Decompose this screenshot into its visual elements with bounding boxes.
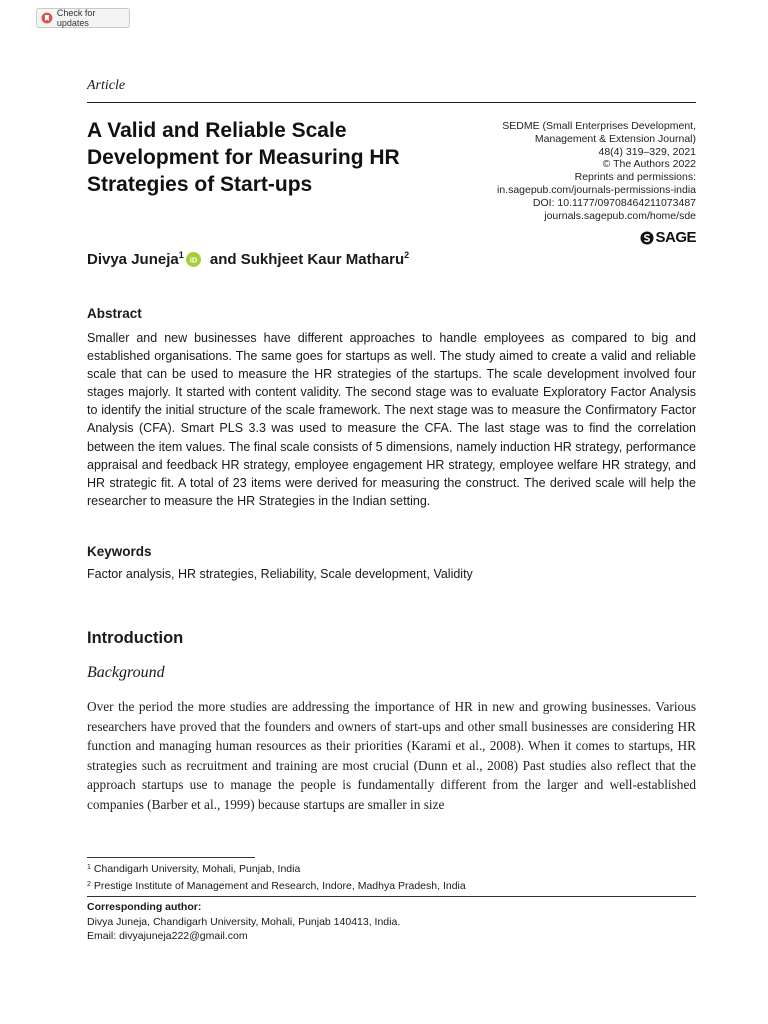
introduction-body: Over the period the more studies are addressing the importance of HR in new and growing businesses. Various researchers have proved that the founders and owners of start-ups and other small businesses are considering HR function and managing human resources as their priorities (Karami et al., 2008). When it comes to startups, HR strategies such as recruitment and training are most crucial (Dunn et al., 2008) Past studies also reflect that the approach startups use to manage the people is fundamentally different from the larger and well-established companies (Barber et al., 1999) because startups are smaller in size <box>87 699 696 812</box>
corresponding-author <box>87 900 400 944</box>
check-for-updates-label: Check for updates <box>56 8 96 28</box>
corresponding-heading: Corresponding author: <box>87 901 202 913</box>
author-name[interactable]: Divya Juneja <box>87 251 179 268</box>
permissions-link[interactable]: in.sagepub.com/journals-permissions-india <box>496 183 696 196</box>
journal-info-line: SEDME (Small Enterprises Development, <box>502 120 696 132</box>
abstract-heading: Abstract <box>87 306 142 321</box>
check-for-updates-badge[interactable] <box>36 8 130 28</box>
journal-home-link[interactable]: journals.sagepub.com/home/sde <box>544 209 696 222</box>
header-divider <box>87 102 696 103</box>
orcid-icon[interactable] <box>186 252 201 267</box>
footnotes <box>87 862 466 895</box>
doi-link[interactable]: DOI: 10.1177/09708464211073487 <box>532 196 696 209</box>
svg-text:iD: iD <box>189 255 197 265</box>
corresponding-divider <box>87 896 696 897</box>
footnote-divider <box>87 857 255 858</box>
footnote-number: 2 <box>87 880 91 888</box>
paper-title: A Valid and Reliable Scale Development for Measuring HR Strategies of Start-ups <box>87 119 400 196</box>
keywords-heading: Keywords <box>87 544 152 559</box>
keywords-text: Factor analysis, HR strategies, Reliability, Scale development, Validity <box>87 567 473 581</box>
sage-mark-icon <box>640 231 654 245</box>
journal-info-line: © The Authors 2022 <box>602 158 696 171</box>
sage-logo <box>640 229 696 246</box>
article-type-label: Article <box>87 78 126 93</box>
author-name[interactable]: Sukhjeet Kaur Matharu <box>240 251 405 268</box>
introduction-heading: Introduction <box>87 629 184 647</box>
journal-info-line: 48(4) 319–329, 2021 <box>598 145 696 158</box>
journal-info-line: Reprints and permissions: <box>574 171 696 184</box>
footnote-text: Chandigarh University, Mohali, Punjab, India <box>93 863 301 875</box>
affiliation-marker: 1 <box>178 249 184 260</box>
abstract-text: Smaller and new businesses have different approaches to handle employees as compared to big and established organisations. The same goes for startups as well. The study aimed to create a valid and reliable scale that can be used to measure the HR strategies of the startups. The scale development involved four stages majorly. It started with content validity. The second stage was to evaluate Exploratory Factor Analysis to identify the initial structure of the scale framework. The next stage was to measure the Confirmatory Factor Analysis (CFA). Smart PLS 3.3 was used to measure the CFA. The last stage was to find the correlation between the item values. The final scale consists of 5 dimensions, namely induction HR strategy, performance appraisal and feedback HR strategy, employee engagement HR strategy, employee welfare HR strategy, and HR strategic fit. A total of 23 items were derived for measuring the construct. The derived scale will help the researcher to measure the HR Strategies in the Indian setting. <box>87 331 696 508</box>
corresponding-email[interactable]: Email: divyajuneja222@gmail.com <box>87 930 248 942</box>
corresponding-address: Divya Juneja, Chandigarh University, Mohali, Punjab 140413, India. <box>87 915 401 928</box>
journal-info <box>436 120 696 222</box>
affiliation-marker: 2 <box>404 249 410 260</box>
footnote <box>87 862 466 879</box>
footnote-text: Prestige Institute of Management and Research, Indore, Madhya Pradesh, India <box>93 879 466 892</box>
sage-logo-text: SAGE <box>655 229 696 246</box>
author-connector: and <box>205 251 241 268</box>
background-subheading: Background <box>87 664 165 681</box>
author-list <box>87 251 409 268</box>
updates-bookmark-icon <box>41 12 53 24</box>
footnote-number: 1 <box>87 864 91 871</box>
journal-info-line: Management & Extension Journal) <box>534 132 696 145</box>
footnote <box>87 879 466 896</box>
